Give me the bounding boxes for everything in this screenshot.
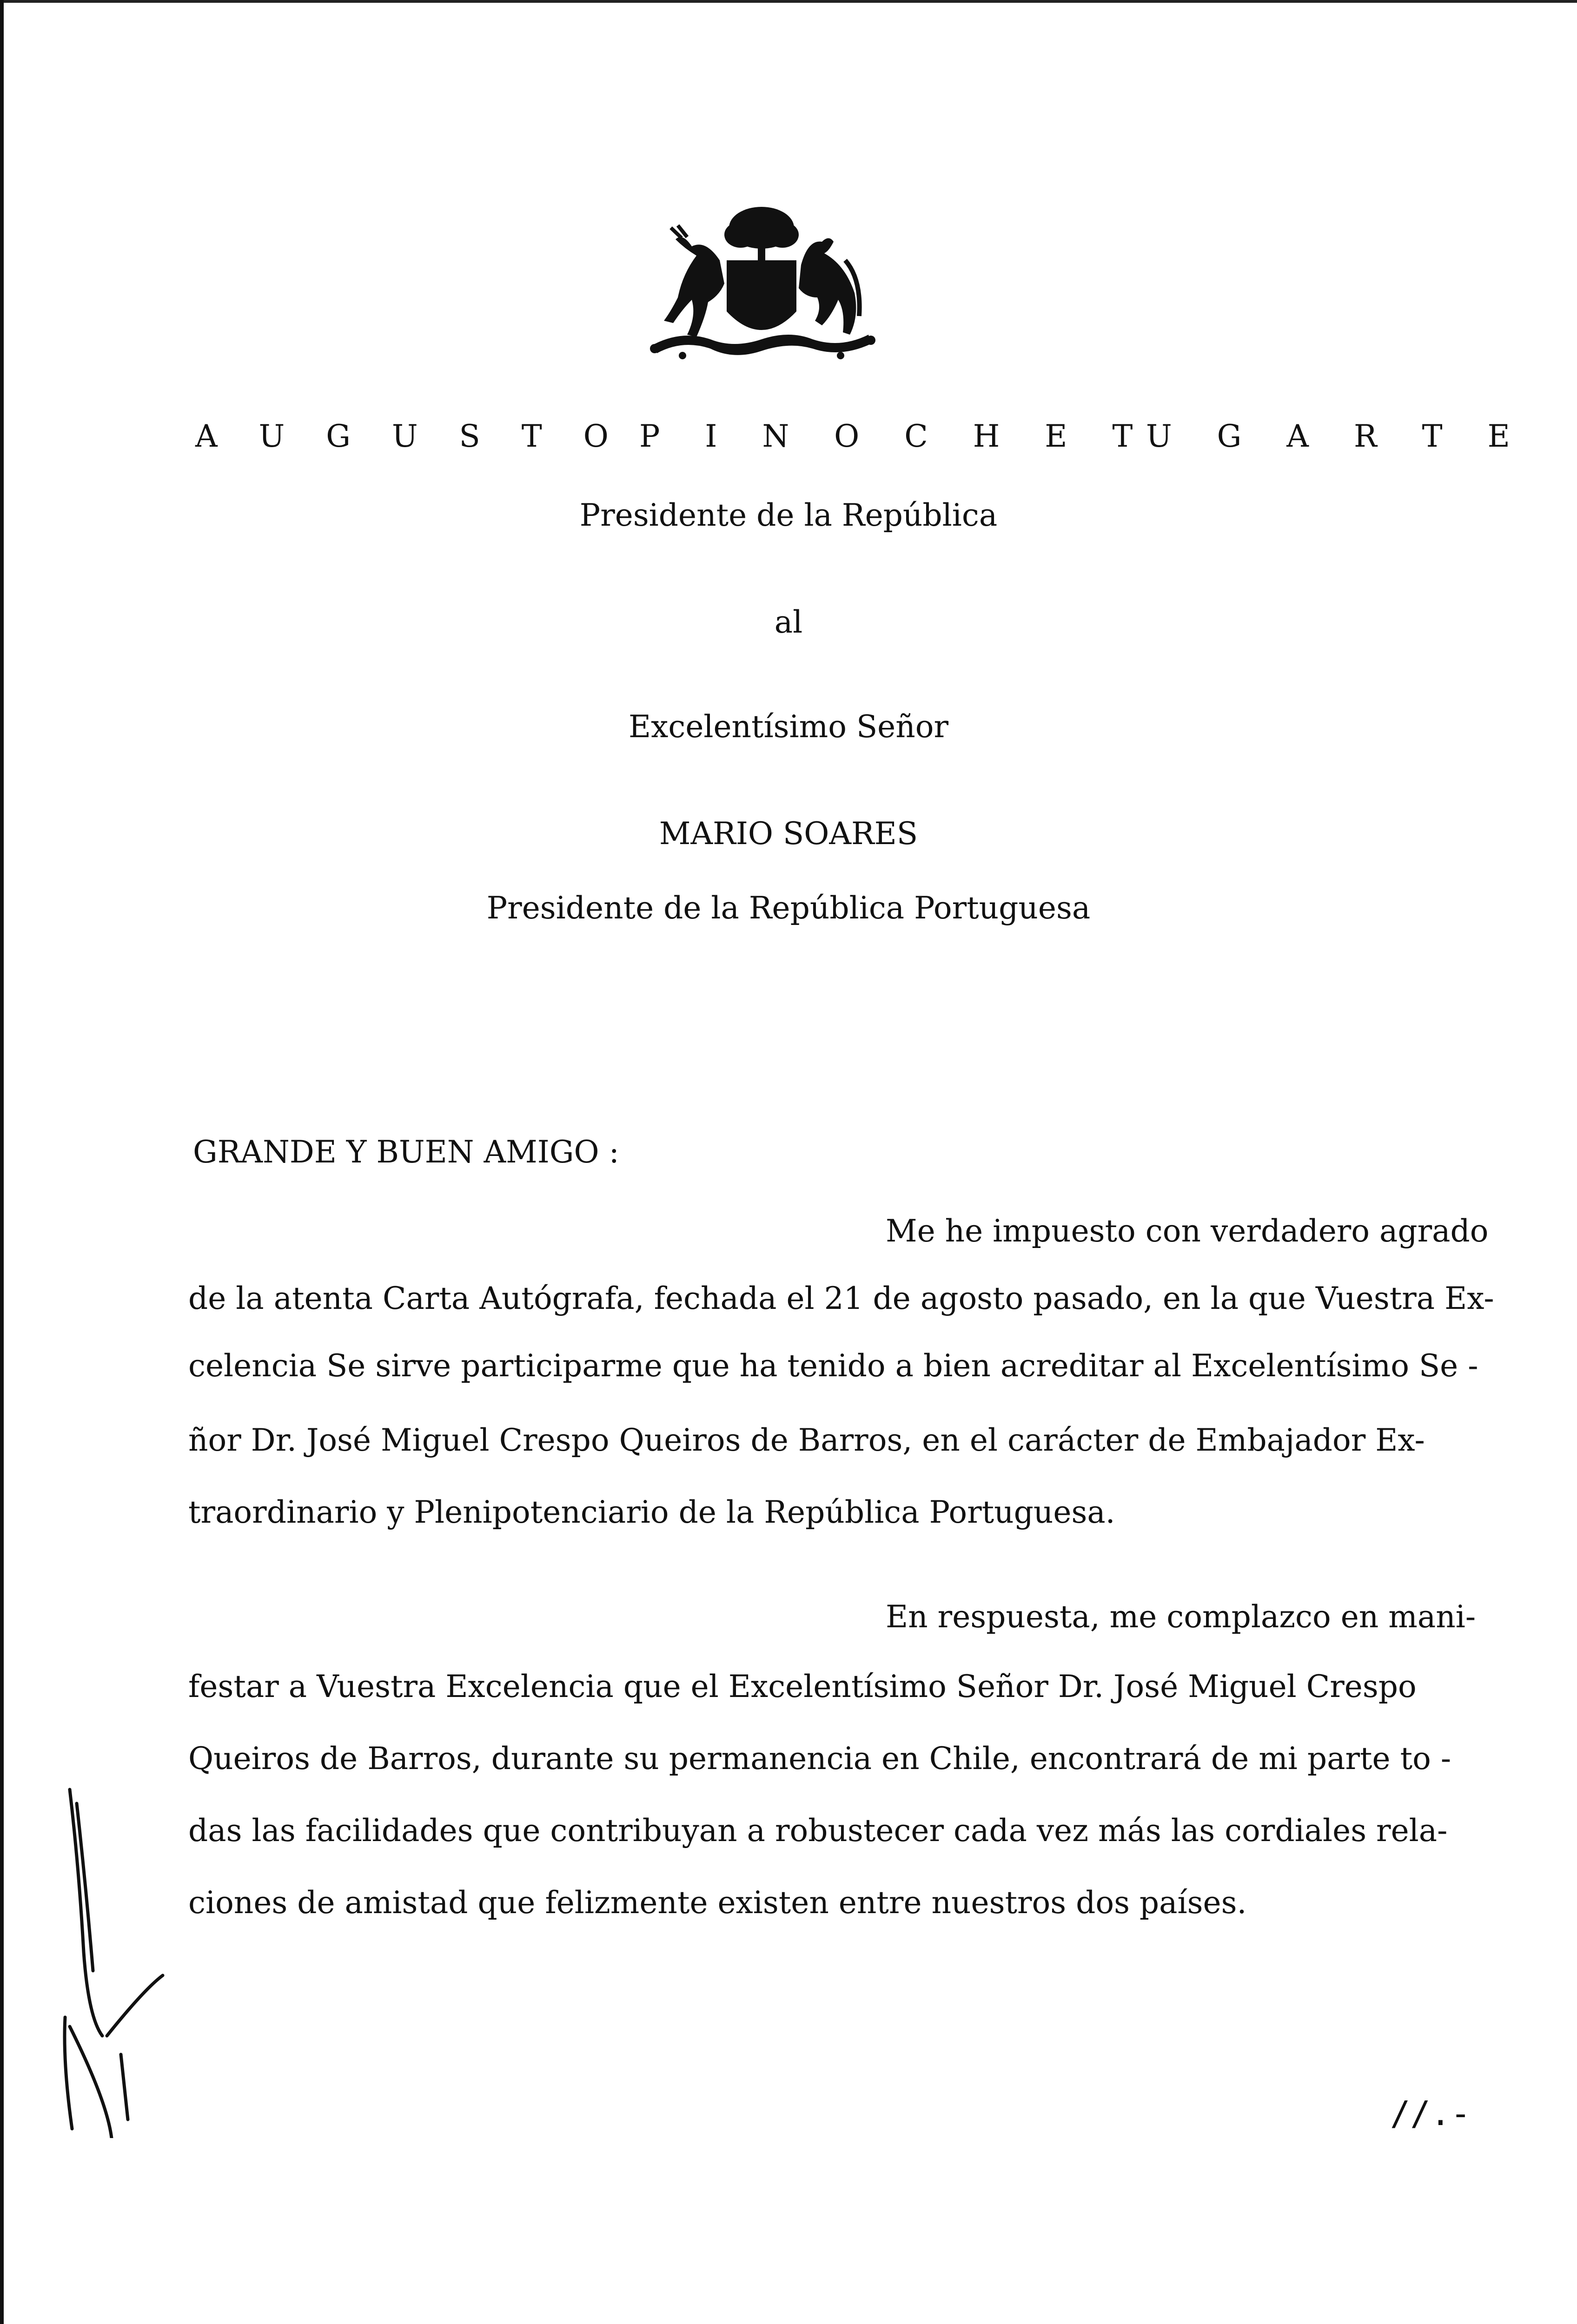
paragraph2-line: festar a Vuestra Excelencia que el Excelentísimo Señor Dr. José Miguel Crespo: [188, 1669, 1417, 1704]
sender-name-given: A U G U S T O: [195, 418, 624, 454]
paragraph1-line: celencia Se sirve participarme que ha tenido a bien acreditar al Excelentísimo Se -: [188, 1348, 1478, 1384]
sender-title: Presidente de la República: [579, 497, 998, 533]
sender-name: [0, 418, 1577, 456]
paragraph1-line: ñor Dr. José Miguel Crespo Queiros de Barros, en el carácter de Embajador Ex-: [188, 1422, 1425, 1458]
addressee-name: MARIO SOARES: [659, 816, 918, 852]
paragraph2-line: En respuesta, me complazco en mani-: [886, 1599, 1476, 1635]
paragraph1-line: Me he impuesto con verdadero agrado: [886, 1213, 1489, 1249]
paragraph2-line: das las facilidades que contribuyan a robustecer cada vez más las cordiales rela-: [188, 1813, 1448, 1849]
sender-name-surname: P I N O C H E T: [639, 418, 1151, 454]
paragraph2-line: Queiros de Barros, durante su permanencia en Chile, encontrará de mi parte to -: [188, 1741, 1451, 1776]
addressee-honorific: Excelentísimo Señor: [628, 709, 949, 745]
addressee-title: Presidente de la República Portuguesa: [486, 890, 1091, 926]
continuation-mark: //.-: [1390, 2094, 1471, 2133]
handwritten-signature: [51, 1776, 172, 2138]
paragraph2-line: ciones de amistad que felizmente existen entre nuestros dos países.: [188, 1885, 1247, 1921]
coat-of-arms-icon: [627, 195, 896, 372]
paragraph1-line: de la atenta Carta Autógrafa, fechada el 21 de agosto pasado, en la que Vuestra Ex-: [188, 1281, 1494, 1316]
addressee-prefix: al: [774, 604, 803, 640]
sender-name-second-surname: U G A R T E: [1146, 418, 1528, 454]
salutation: GRANDE Y BUEN AMIGO :: [193, 1134, 619, 1170]
top-border: [0, 0, 1577, 3]
left-border: [0, 0, 4, 2324]
paragraph1-line: traordinario y Plenipotenciario de la República Portuguesa.: [188, 1494, 1115, 1530]
